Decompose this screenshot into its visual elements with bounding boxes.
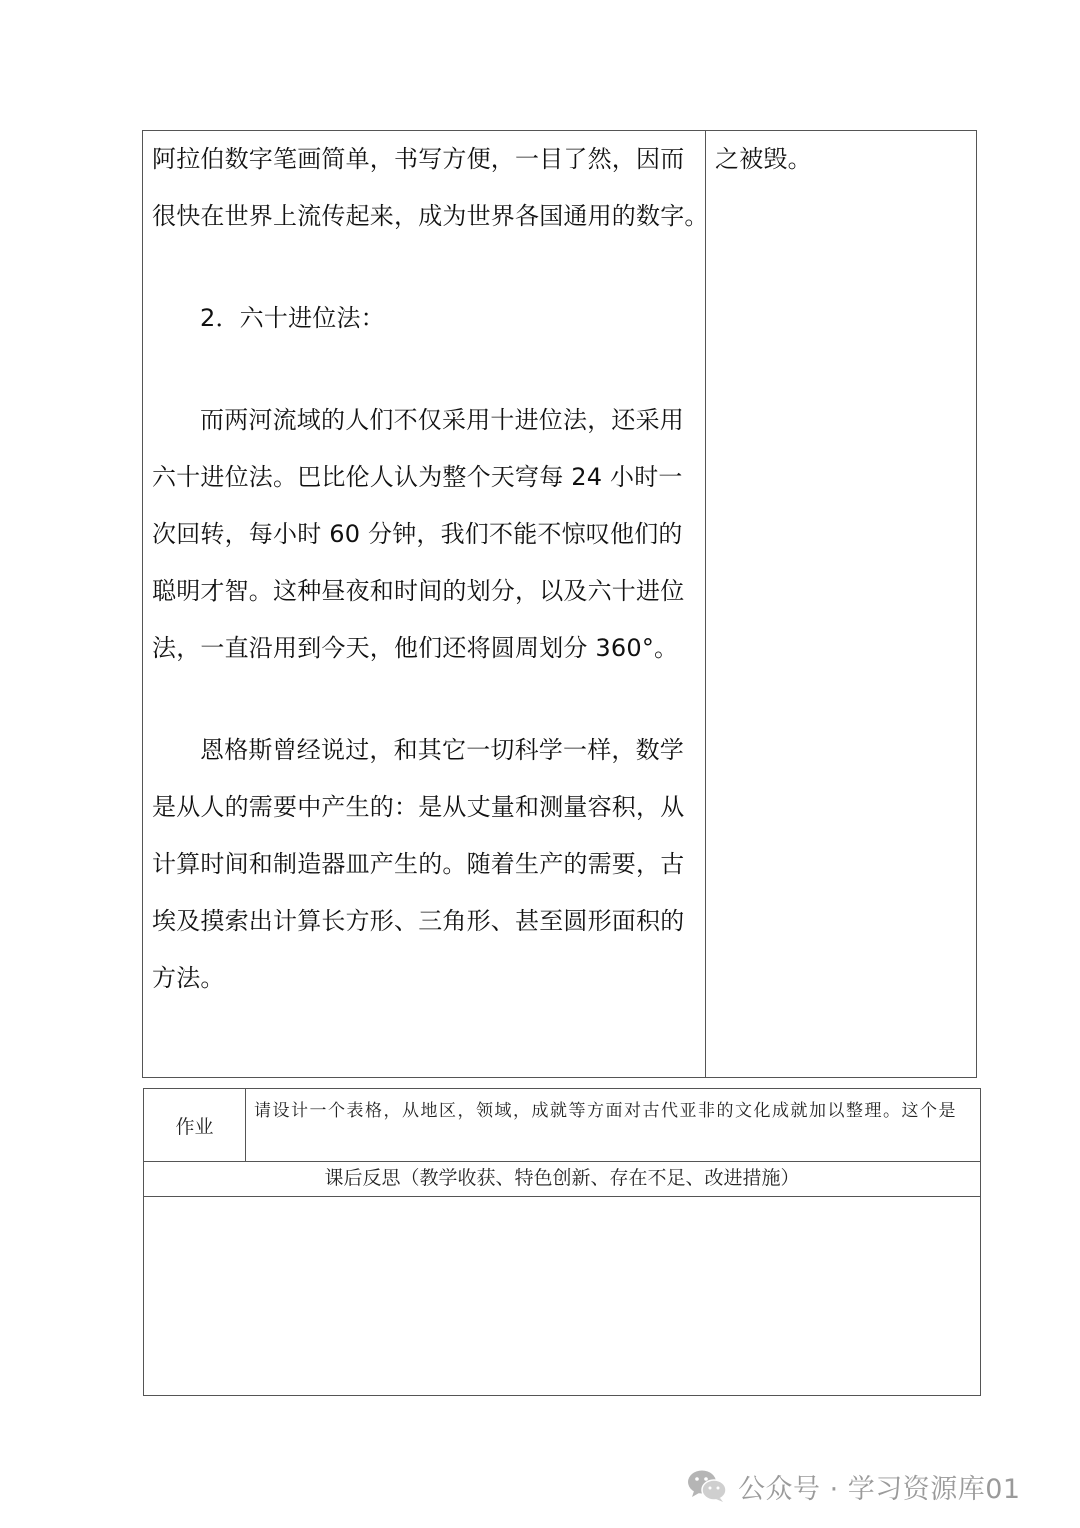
text-line: 计算时间和制造器皿产生的。随着生产的需要，古: [152, 850, 685, 878]
text-line: 六十进位法。巴比伦人认为整个天穹每 24 小时一: [152, 463, 683, 491]
text-line: 阿拉伯数字笔画简单，书写方便，一目了然，因而: [152, 145, 685, 173]
reflection-header: 课后反思（教学收获、特色创新、存在不足、改进措施）: [144, 1161, 980, 1197]
section-heading: 2．六十进位法：: [200, 304, 385, 332]
homework-row: [144, 1089, 980, 1162]
homework-text: 请设计一个表格，从地区，领域，成就等方面对古代亚非的文化成就加以整理。这个是: [254, 1101, 957, 1121]
text-line: 很快在世界上流传起来，成为世界各国通用的数字。: [152, 202, 709, 230]
wechat-icon: [686, 1468, 728, 1504]
watermark-text: 公众号 · 学习资源库01: [738, 1473, 1021, 1505]
text-line: 次回转，每小时 60 分钟，我们不能不惊叹他们的: [152, 520, 683, 548]
homework-label: 作业: [144, 1089, 246, 1161]
reflection-body: [144, 1197, 980, 1395]
homework-table: [143, 1088, 981, 1396]
side-note-text: 之被毁。: [715, 145, 812, 173]
lesson-content-table: [142, 130, 977, 1078]
text-line: 聪明才智。这种昼夜和时间的划分，以及六十进位: [152, 577, 685, 605]
text-line: 法，一直沿用到今天，他们还将圆周划分 360°。: [152, 634, 679, 662]
text-line: 方法。: [152, 964, 225, 992]
side-notes-column: [715, 131, 970, 188]
column-divider: [705, 131, 706, 1077]
text-line: 恩格斯曾经说过，和其它一切科学一样，数学: [200, 736, 684, 764]
text-line: 而两河流域的人们不仅采用十进位法，还采用: [200, 406, 684, 434]
watermark: [686, 1466, 1021, 1506]
text-line: 埃及摸索出计算长方形、三角形、甚至圆形面积的: [152, 907, 685, 935]
text-line: 是从人的需要中产生的：是从丈量和测量容积，从: [152, 793, 685, 821]
main-text-column: [152, 131, 709, 1007]
